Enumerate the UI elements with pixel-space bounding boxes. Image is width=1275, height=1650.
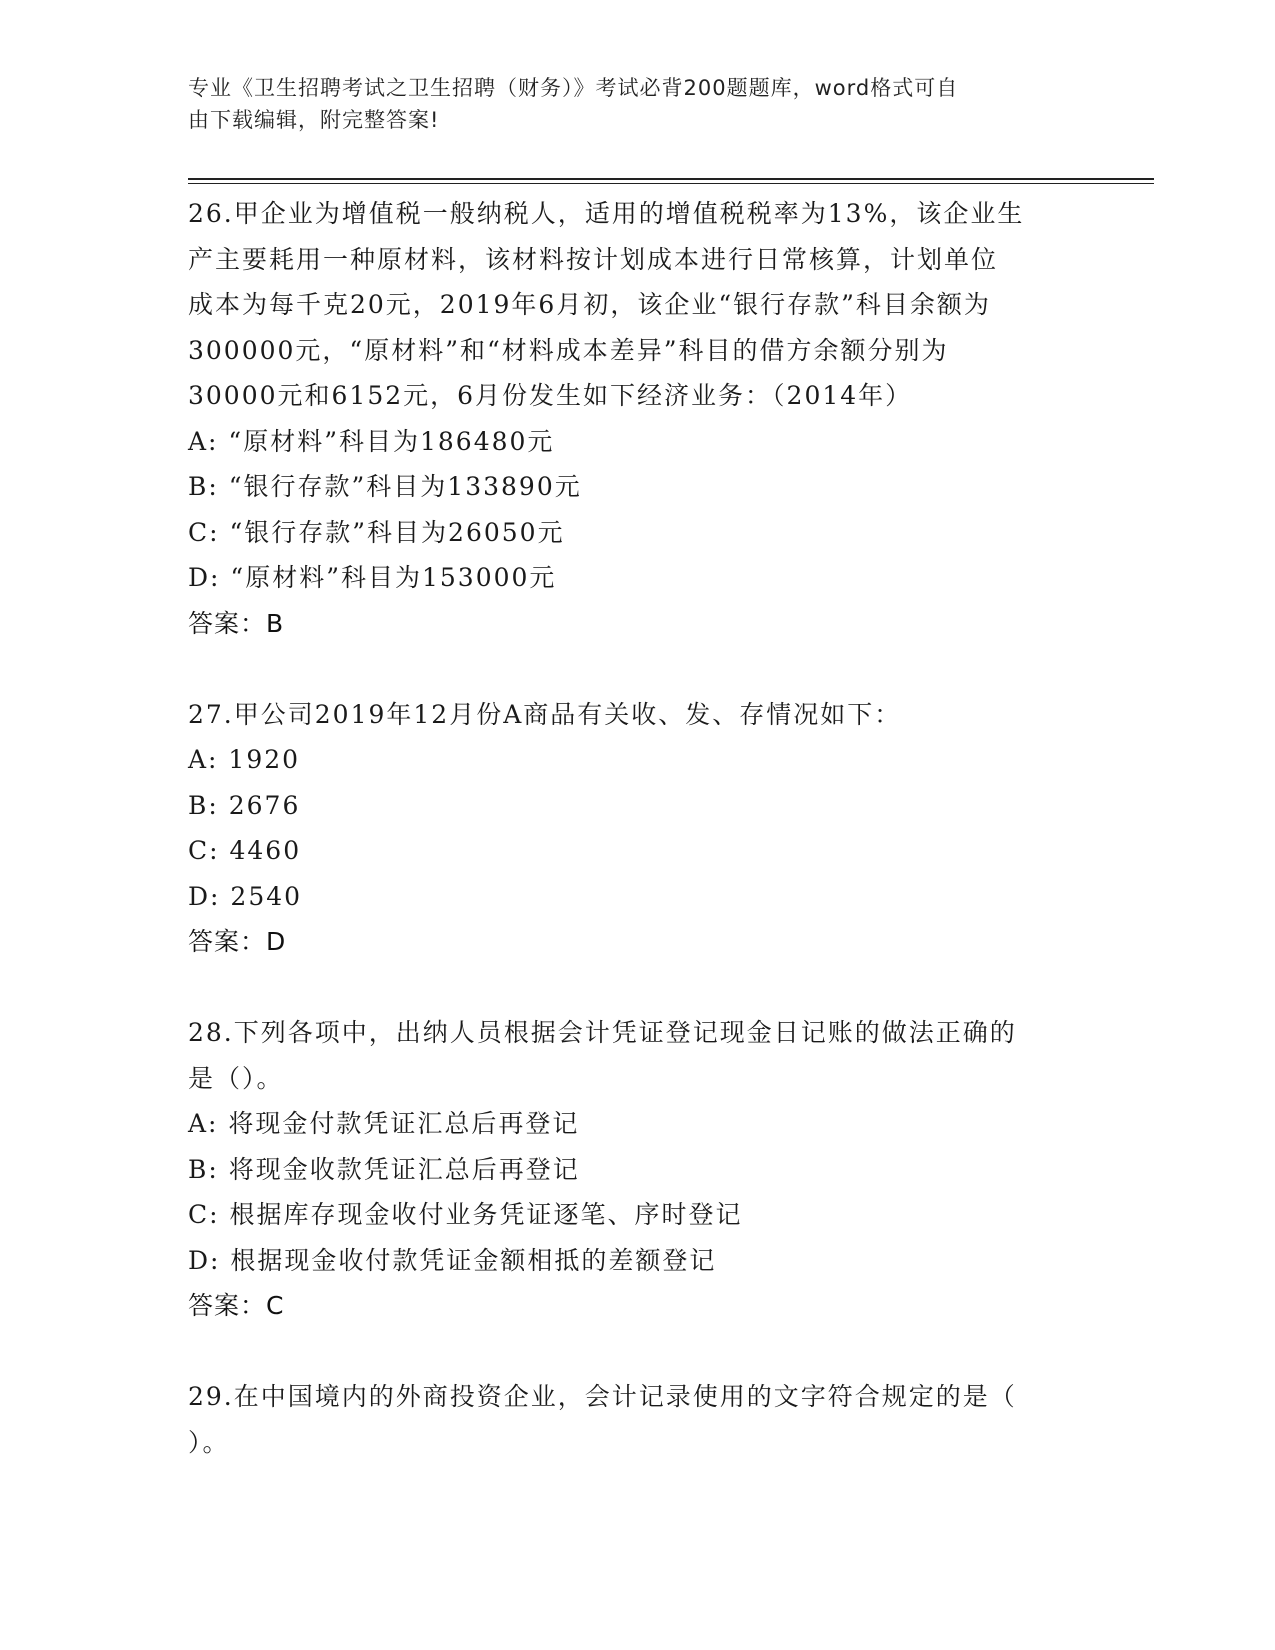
option-d: D: 根据现金收付款凭证金额相抵的差额登记	[188, 1245, 717, 1275]
option-c: C: 4460	[188, 836, 302, 865]
option-a: A: “原材料”科目为186480元	[188, 426, 555, 456]
answer-label: 答案：D	[188, 927, 287, 956]
option-c: C: 根据库存现金收付业务凭证逐笔、序时登记	[188, 1200, 743, 1229]
question-stem-line: 27.甲公司2019年12月份A商品有关收、发、存情况如下：	[188, 699, 902, 729]
option-b: B: 将现金收款凭证汇总后再登记	[188, 1154, 580, 1184]
option-d: D: 2540	[188, 881, 303, 911]
option-b: B: 2676	[188, 790, 301, 820]
question-stem-line: 产主要耗用一种原材料，该材料按计划成本进行日常核算，计划单位	[188, 244, 999, 274]
question-stem-line: 成本为每千克20元，2019年6月初，该企业“银行存款”科目余额为	[188, 290, 991, 319]
question-stem-line: 28.下列各项中，出纳人员根据会计凭证登记现金日记账的做法正确的	[188, 1018, 1017, 1047]
spacer	[188, 1329, 1088, 1375]
question-27	[188, 692, 1088, 965]
question-stem-line: 30000元和6152元，6月份发生如下经济业务：（2014年）	[188, 381, 913, 410]
answer-label: 答案：B	[188, 608, 285, 638]
option-c: C: “银行存款”科目为26050元	[188, 517, 565, 547]
document-header	[188, 72, 1088, 136]
question-28	[188, 1010, 1088, 1329]
spacer	[188, 965, 1088, 1011]
question-stem-line: 29.在中国境内的外商投资企业，会计记录使用的文字符合规定的是（	[188, 1382, 1017, 1411]
question-stem-line: 是（）。	[188, 1063, 284, 1093]
question-26	[188, 191, 1088, 646]
header-divider-thin	[188, 183, 1154, 184]
question-list	[188, 191, 1088, 1465]
header-line-1: 专业《卫生招聘考试之卫生招聘（财务）》考试必背200题题库，word格式可自	[188, 76, 959, 100]
question-stem-line: 300000元，“原材料”和“材料成本差异”科目的借方余额分别为	[188, 335, 949, 365]
spacer	[188, 646, 1088, 692]
option-a: A: 将现金付款凭证汇总后再登记	[188, 1109, 580, 1138]
option-d: D: “原材料”科目为153000元	[188, 563, 557, 592]
question-stem-line: 26.甲企业为增值税一般纳税人，适用的增值税税率为13%，该企业生	[188, 199, 1025, 228]
header-line-2: 由下载编辑，附完整答案!	[188, 108, 440, 132]
header-divider-thick	[188, 178, 1154, 180]
question-stem-line: ）。	[188, 1427, 230, 1457]
option-b: B: “银行存款”科目为133890元	[188, 472, 582, 501]
answer-label: 答案：C	[188, 1291, 285, 1320]
question-29	[188, 1374, 1088, 1465]
option-a: A: 1920	[188, 745, 301, 774]
